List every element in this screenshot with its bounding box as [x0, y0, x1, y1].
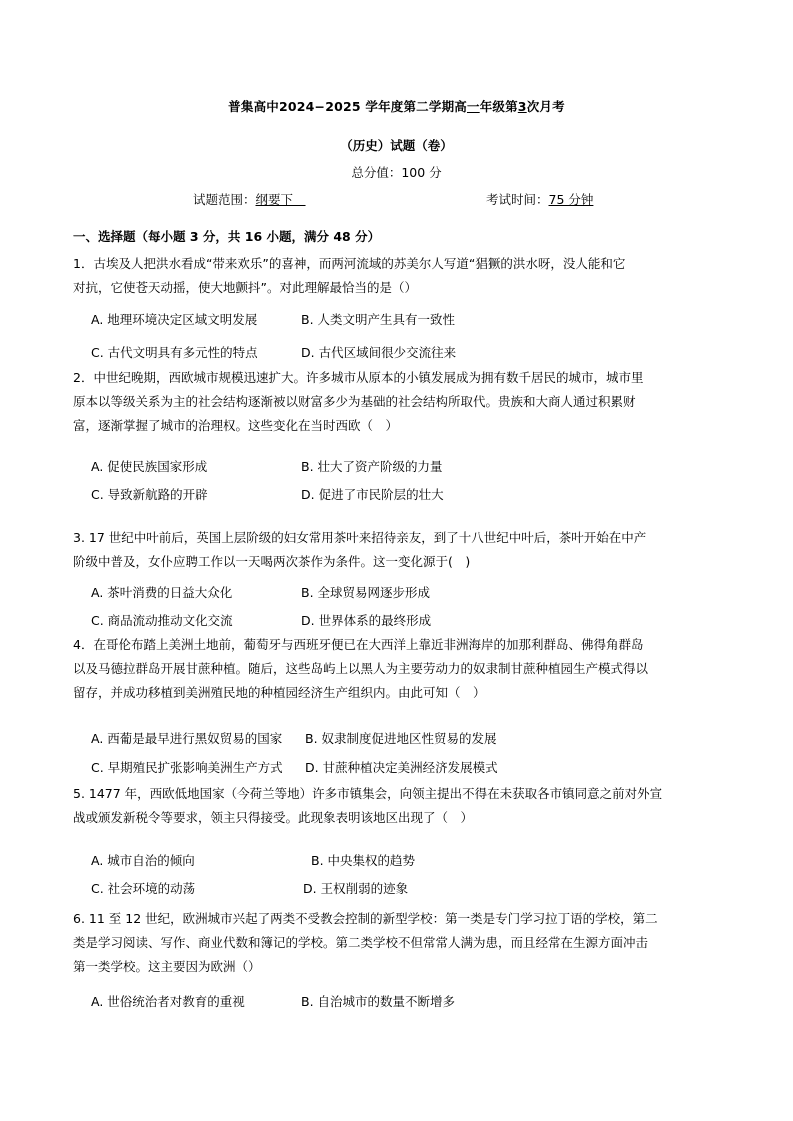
question-line: 原本以等级关系为主的社会结构逐渐被以财富多少为基础的社会结构所取代。贵族和大商人通过积累财	[73, 394, 636, 409]
question-line: 对抗，它使苍天动摇，使大地颤抖”。对此理解最恰当的是（）	[73, 280, 417, 295]
question-4	[73, 633, 723, 705]
title-text: 普集高中2024−2025 学年度第二学期高	[228, 99, 467, 114]
option-b[interactable]: B. 自治城市的数量不断增多	[301, 994, 456, 1009]
option-a[interactable]: A. 世俗统治者对教育的重视	[91, 994, 245, 1009]
time-label: 考试时间：	[486, 192, 549, 207]
title-exam-number: 3	[517, 99, 527, 114]
question-5	[73, 782, 723, 830]
exam-subtitle: （历史）试题（卷）	[340, 138, 453, 153]
question-line: 2．中世纪晚期，西欧城市规模迅速扩大。许多城市从原本的小镇发展成为拥有数千居民的城市，城市里	[73, 370, 644, 385]
question-line: 5. 1477 年，西欧低地国家（今荷兰等地）许多市镇集会，向领主提出不得在未获取各市镇同意之前对外宣	[73, 786, 663, 801]
total-score: 总分值：100 分	[351, 165, 442, 180]
question-3	[73, 526, 723, 574]
option-d[interactable]: D. 促进了市民阶层的壮大	[301, 487, 444, 502]
exam-title	[0, 97, 793, 115]
option-a[interactable]: A. 城市自治的倾向	[91, 853, 195, 868]
question-line: 阶级中普及，女仆应聘工作以一天喝两次茶作为条件。这一变化源于( )	[73, 554, 471, 569]
question-line: 第一类学校。这主要因为欧洲（）	[73, 959, 261, 974]
option-a[interactable]: A. 茶叶消费的日益大众化	[91, 585, 233, 600]
question-line: 留存，并成功移植到美洲殖民地的种植园经济生产组织内。由此可知（ ）	[73, 685, 486, 700]
option-c[interactable]: C. 导致新航路的开辟	[91, 487, 208, 502]
option-b[interactable]: B. 全球贸易网逐步形成	[301, 585, 431, 600]
option-a[interactable]: A. 促使民族国家形成	[91, 459, 208, 474]
option-d[interactable]: D. 王权削弱的迹象	[303, 881, 409, 896]
question-line: 战或颁发新税令等要求，领主只得接受。此现象表明该地区出现了（ ）	[73, 810, 474, 825]
section-heading: 一、选择题（每小题 3 分，共 16 小题，满分 48 分）	[73, 229, 381, 244]
question-line: 类是学习阅读、写作、商业代数和簿记的学校。第二类学校不但常常人满为患，而且经常在生源方面冲击	[73, 935, 649, 950]
option-d[interactable]: D. 古代区域间很少交流往来	[301, 345, 457, 360]
time-value: 75 分钟	[548, 192, 594, 207]
question-line: 富，逐渐掌握了城市的治理权。这些变化在当时西欧（ ）	[73, 418, 399, 433]
question-1	[73, 252, 723, 300]
question-line: 6. 11 至 12 世纪，欧洲城市兴起了两类不受教会控制的新型学校：第一类是专门学习拉丁语的学校，第二	[73, 911, 658, 926]
option-c[interactable]: C. 商品流动推动文化交流	[91, 613, 233, 628]
option-c[interactable]: C. 社会环境的动荡	[91, 881, 196, 896]
option-b[interactable]: B. 壮大了资产阶级的力量	[301, 459, 443, 474]
question-2	[73, 366, 723, 438]
question-line: 3. 17 世纪中叶前后，英国上层阶级的妇女常用茶叶来招待亲友，到了十八世纪中叶后，茶叶开始在中产	[73, 530, 647, 545]
exam-time	[486, 190, 593, 208]
question-line: 以及马德拉群岛开展甘蔗种植。随后，这些岛屿上以黑人为主要劳动力的奴隶制甘蔗种植园生产模式得以	[73, 661, 649, 676]
option-b[interactable]: B. 奴隶制度促进地区性贸易的发展	[305, 731, 497, 746]
exam-scope	[193, 190, 306, 208]
title-grade: 一	[466, 99, 480, 114]
option-b[interactable]: B. 人类文明产生具有一致性	[301, 312, 456, 327]
option-c[interactable]: C. 早期殖民扩张影响美洲生产方式	[91, 760, 283, 775]
option-c[interactable]: C. 古代文明具有多元性的特点	[91, 345, 258, 360]
title-text-mid: 年级第	[479, 99, 518, 114]
question-line: 4．在哥伦布踏上美洲土地前，葡萄牙与西班牙便已在大西洋上靠近非洲海岸的加那利群岛、佛得角群岛	[73, 637, 644, 652]
option-a[interactable]: A. 西葡是最早进行黑奴贸易的国家	[91, 731, 283, 746]
question-line: 1．古埃及人把洪水看成“带来欢乐”的喜神，而两河流域的苏美尔人写道“猖獗的洪水呀，没人能和它	[73, 256, 626, 271]
scope-label: 试题范围：	[193, 192, 256, 207]
option-a[interactable]: A. 地理环境决定区域文明发展	[91, 312, 258, 327]
option-d[interactable]: D. 世界体系的最终形成	[301, 613, 432, 628]
option-b[interactable]: B. 中央集权的趋势	[311, 853, 416, 868]
title-text-end: 次月考	[526, 99, 565, 114]
scope-value: 纲要下	[255, 192, 306, 207]
question-6	[73, 907, 723, 979]
option-d[interactable]: D. 甘蔗种植决定美洲经济发展模式	[305, 760, 498, 775]
